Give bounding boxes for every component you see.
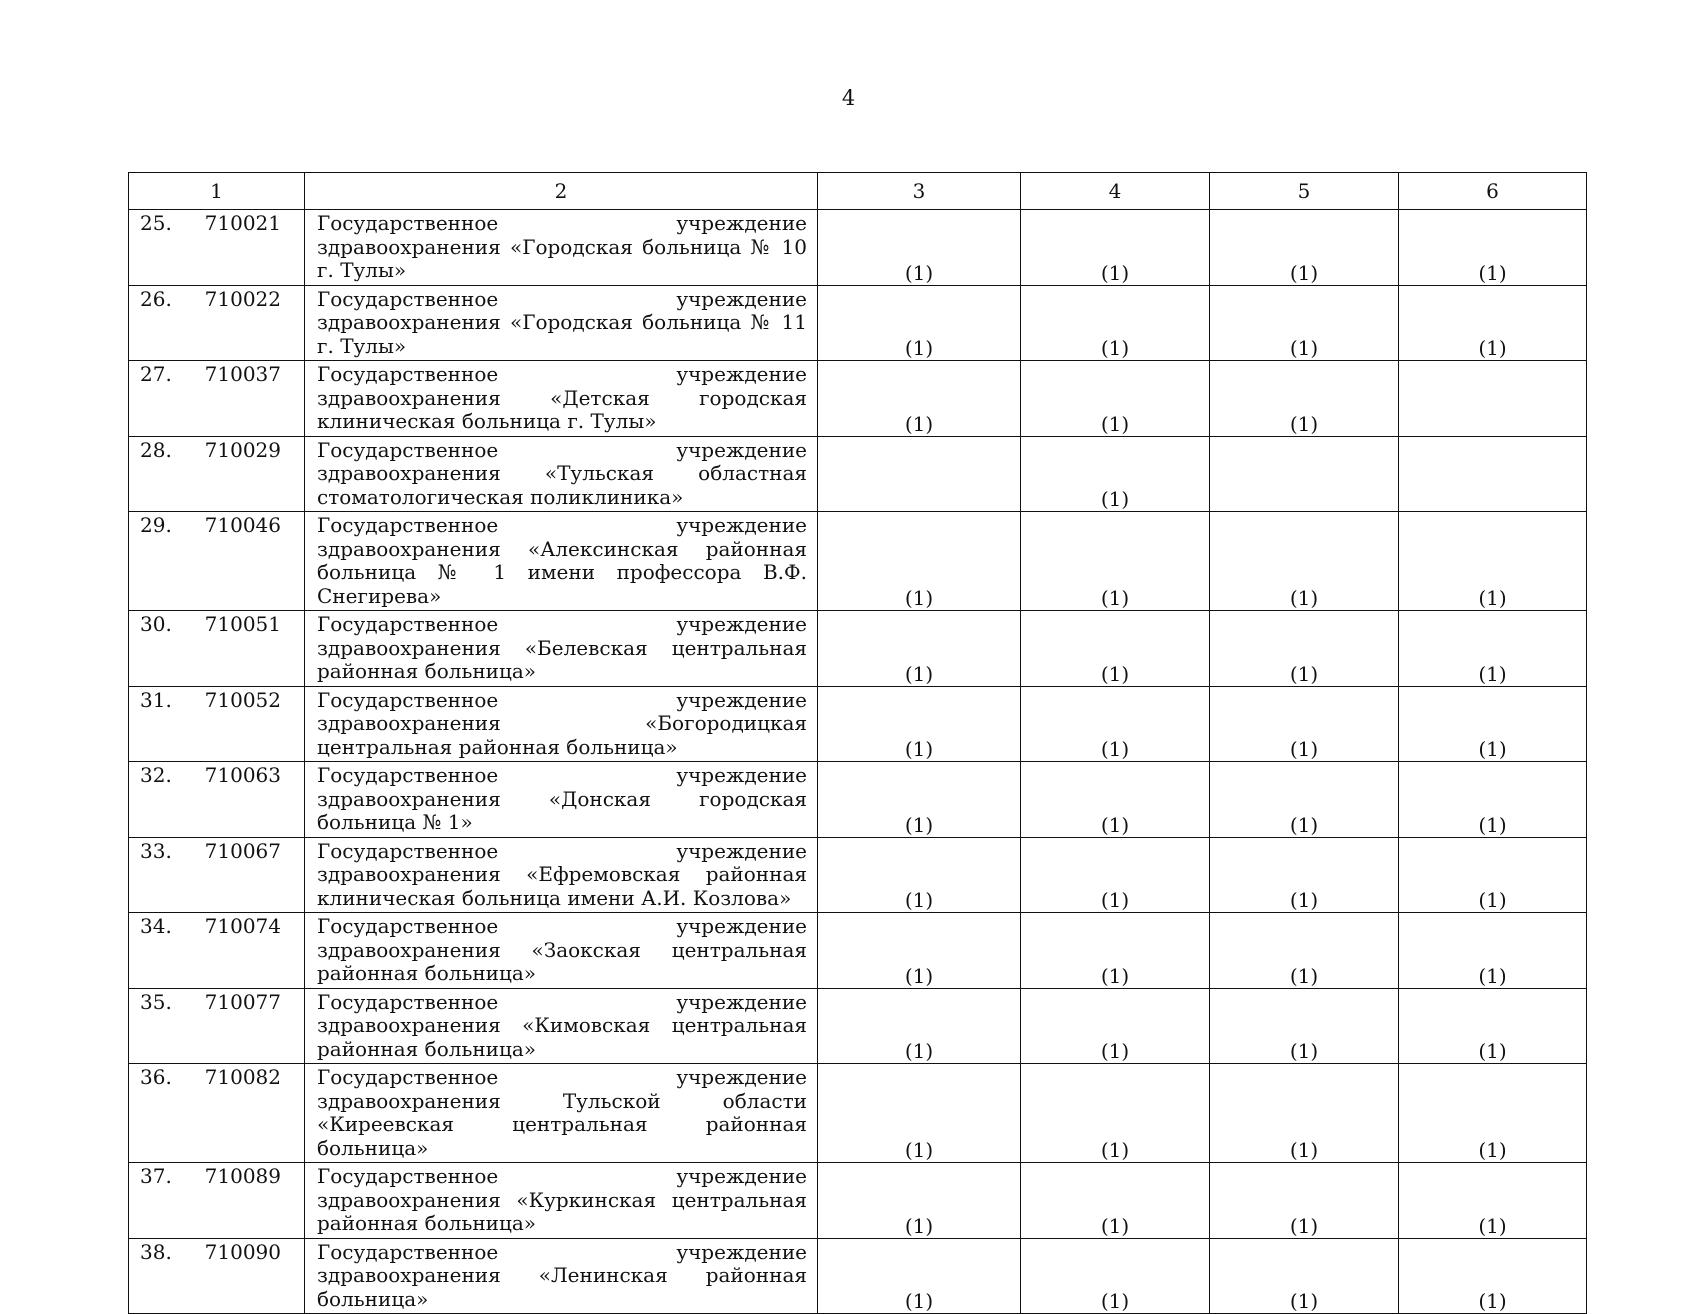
mark-cell-col-3	[818, 686, 1021, 762]
row-number-code-cell	[129, 762, 305, 838]
institution-code: 710063	[204, 763, 281, 787]
mark-value: (1)	[1100, 487, 1130, 511]
mark-cell-col-4	[1021, 913, 1210, 989]
mark-cell-col-3	[818, 512, 1021, 611]
table-row	[129, 913, 1587, 989]
mark-cell-col-3	[818, 762, 1021, 838]
mark-cell-col-4	[1021, 436, 1210, 512]
institution-name: Государственное учреждение здравоохранения «Городская больница № 10 г. Тулы»	[305, 210, 818, 286]
row-number: 25.	[140, 211, 172, 235]
table-row	[129, 988, 1587, 1064]
mark-value: (1)	[904, 260, 934, 285]
mark-cell-col-4	[1021, 210, 1210, 286]
mark-value: (1)	[1478, 812, 1507, 837]
column-header-2: 2	[305, 173, 818, 210]
institution-code: 710021	[204, 211, 281, 235]
mark-cell-col-5	[1210, 361, 1399, 437]
mark-value: (1)	[1100, 336, 1130, 360]
mark-cell-col-5	[1210, 686, 1399, 762]
mark-value: (1)	[1100, 411, 1130, 436]
row-number: 27.	[140, 362, 172, 386]
mark-value: (1)	[904, 963, 934, 988]
table-row	[129, 210, 1587, 286]
mark-cell-col-4	[1021, 361, 1210, 437]
mark-value: (1)	[1289, 1213, 1319, 1238]
mark-value: (1)	[1478, 260, 1507, 285]
mark-cell-col-3	[818, 913, 1021, 989]
mark-value: (1)	[1289, 586, 1319, 610]
institution-code: 710074	[204, 914, 281, 938]
mark-cell-col-5	[1210, 210, 1399, 286]
row-number: 34.	[140, 914, 172, 938]
mark-value: (1)	[904, 411, 934, 436]
column-header-1: 1	[129, 173, 305, 210]
column-header-4: 4	[1021, 173, 1210, 210]
table-row	[129, 686, 1587, 762]
mark-value: (1)	[904, 812, 934, 837]
mark-cell-col-5	[1210, 762, 1399, 838]
mark-value: (1)	[1478, 1039, 1507, 1063]
institution-code: 710090	[204, 1239, 281, 1264]
mark-cell-col-3	[818, 361, 1021, 437]
mark-cell-col-4	[1021, 611, 1210, 687]
row-number: 38.	[140, 1239, 172, 1264]
mark-cell-col-5	[1210, 1238, 1399, 1314]
mark-value: (1)	[1100, 1213, 1130, 1238]
institutions-table	[128, 172, 1587, 1314]
mark-cell-col-6	[1399, 210, 1587, 286]
mark-value: (1)	[904, 1039, 934, 1063]
mark-cell-col-6	[1399, 1238, 1587, 1314]
table-row	[129, 837, 1587, 913]
table-row	[129, 285, 1587, 361]
mark-value: (1)	[1289, 1039, 1319, 1063]
mark-cell-col-6	[1399, 686, 1587, 762]
column-number-header-row	[129, 173, 1587, 210]
mark-cell-col-4	[1021, 512, 1210, 611]
mark-cell-col-3	[818, 837, 1021, 913]
mark-cell-col-3	[818, 285, 1021, 361]
institution-name: Государственное учреждение здравоохранения «Кимовская центральная районная больница»	[305, 988, 818, 1064]
row-number-code-cell	[129, 512, 305, 611]
mark-cell-col-4	[1021, 1064, 1210, 1163]
mark-cell-col-4	[1021, 988, 1210, 1064]
institution-name: Государственное учреждение здравоохранения «Куркинская центральная районная больница»	[305, 1163, 818, 1239]
mark-cell-col-3	[818, 210, 1021, 286]
row-number: 36.	[140, 1065, 172, 1089]
mark-value: (1)	[1100, 661, 1130, 686]
institution-code: 710051	[204, 612, 281, 636]
mark-value: (1)	[904, 1138, 934, 1162]
institution-code: 710052	[204, 687, 281, 712]
mark-cell-col-5	[1210, 988, 1399, 1064]
row-number: 35.	[140, 989, 172, 1014]
mark-cell-col-3	[818, 436, 1021, 512]
mark-value: (1)	[1289, 963, 1319, 988]
row-number: 26.	[140, 286, 172, 311]
mark-cell-col-6	[1399, 988, 1587, 1064]
institution-name: Государственное учреждение здравоохранения «Богородицкая центральная районная больница»	[305, 686, 818, 762]
mark-value: (1)	[1478, 737, 1507, 761]
mark-value: (1)	[1289, 1138, 1319, 1162]
mark-cell-col-4	[1021, 686, 1210, 762]
mark-value: (1)	[1100, 888, 1130, 912]
mark-cell-col-5	[1210, 1163, 1399, 1239]
mark-cell-col-6	[1399, 512, 1587, 611]
table-row	[129, 1238, 1587, 1314]
institution-code: 710029	[204, 437, 281, 462]
mark-value: (1)	[1478, 888, 1507, 912]
row-number-code-cell	[129, 988, 305, 1064]
row-number: 37.	[140, 1164, 172, 1188]
institution-name: Государственное учреждение здравоохранения «Донская городская больница № 1»	[305, 762, 818, 838]
institution-code: 710022	[204, 286, 281, 311]
mark-cell-col-6	[1399, 1064, 1587, 1163]
mark-value: (1)	[1478, 1289, 1507, 1313]
mark-cell-col-3	[818, 1238, 1021, 1314]
mark-cell-col-5	[1210, 1064, 1399, 1163]
row-number-code-cell	[129, 1163, 305, 1239]
table-row	[129, 436, 1587, 512]
row-number: 28.	[140, 437, 172, 462]
institution-name: Государственное учреждение здравоохранения Тульской области «Киреевская центральная районная больница»	[305, 1064, 818, 1163]
row-number: 31.	[140, 687, 172, 712]
mark-cell-col-4	[1021, 1238, 1210, 1314]
mark-cell-col-3	[818, 1064, 1021, 1163]
institution-code: 710089	[204, 1164, 281, 1188]
institution-code: 710077	[204, 989, 281, 1014]
table-row	[129, 611, 1587, 687]
mark-value: (1)	[1100, 737, 1130, 761]
mark-cell-col-3	[818, 988, 1021, 1064]
institution-code: 710046	[204, 513, 281, 537]
row-number-code-cell	[129, 611, 305, 687]
mark-cell-col-3	[818, 611, 1021, 687]
institution-name: Государственное учреждение здравоохранения «Детская городская клиническая больница г. Тулы»	[305, 361, 818, 437]
mark-value: (1)	[904, 1289, 934, 1313]
mark-cell-col-4	[1021, 762, 1210, 838]
mark-value: (1)	[904, 586, 934, 610]
mark-value: (1)	[1100, 812, 1130, 837]
mark-value: (1)	[904, 737, 934, 761]
table-row	[129, 1163, 1587, 1239]
mark-value: (1)	[1289, 661, 1319, 686]
mark-value: (1)	[1289, 737, 1319, 761]
column-header-3: 3	[818, 173, 1021, 210]
institution-code: 710082	[204, 1065, 281, 1089]
mark-value: (1)	[1478, 586, 1507, 610]
mark-value: (1)	[1100, 1138, 1130, 1162]
mark-value: (1)	[1289, 1289, 1319, 1313]
institution-name: Государственное учреждение здравоохранения «Заокская центральная районная больница»	[305, 913, 818, 989]
mark-cell-col-6	[1399, 611, 1587, 687]
mark-cell-col-5	[1210, 837, 1399, 913]
row-number-code-cell	[129, 686, 305, 762]
mark-value: (1)	[1100, 260, 1130, 285]
row-number-code-cell	[129, 436, 305, 512]
mark-cell-col-4	[1021, 1163, 1210, 1239]
mark-cell-col-6	[1399, 436, 1587, 512]
row-number: 32.	[140, 763, 172, 787]
mark-value: (1)	[1100, 1289, 1130, 1313]
mark-value: (1)	[1100, 1039, 1130, 1063]
mark-cell-col-5	[1210, 512, 1399, 611]
row-number-code-cell	[129, 1238, 305, 1314]
mark-cell-col-5	[1210, 436, 1399, 512]
mark-value: (1)	[1478, 1138, 1507, 1162]
mark-cell-col-6	[1399, 837, 1587, 913]
mark-value: (1)	[1478, 963, 1507, 988]
mark-cell-col-5	[1210, 285, 1399, 361]
page-number: 4	[841, 86, 856, 110]
mark-value: (1)	[1478, 1213, 1507, 1238]
institution-code: 710037	[204, 362, 281, 386]
institution-name: Государственное учреждение здравоохранения «Городская больница № 11 г. Тулы»	[305, 285, 818, 361]
table-row	[129, 1064, 1587, 1163]
institution-name: Государственное учреждение здравоохранения «Тульская областная стоматологическая поликлиника»	[305, 436, 818, 512]
row-number-code-cell	[129, 837, 305, 913]
row-number: 30.	[140, 612, 172, 636]
mark-cell-col-5	[1210, 611, 1399, 687]
mark-cell-col-3	[818, 1163, 1021, 1239]
mark-value: (1)	[1100, 586, 1130, 610]
row-number: 33.	[140, 838, 172, 863]
mark-cell-col-6	[1399, 762, 1587, 838]
mark-cell-col-6	[1399, 285, 1587, 361]
mark-cell-col-4	[1021, 285, 1210, 361]
column-header-5: 5	[1210, 173, 1399, 210]
mark-value: (1)	[1289, 336, 1319, 360]
mark-value: (1)	[904, 661, 934, 686]
table-row	[129, 762, 1587, 838]
institution-name: Государственное учреждение здравоохранения «Белевская центральная районная больница»	[305, 611, 818, 687]
mark-cell-col-4	[1021, 837, 1210, 913]
mark-cell-col-6	[1399, 1163, 1587, 1239]
row-number-code-cell	[129, 1064, 305, 1163]
mark-value: (1)	[1478, 336, 1507, 360]
mark-value: (1)	[904, 336, 934, 360]
institution-name: Государственное учреждение здравоохранения «Алексинская районная больница № 1 имени профессора В.Ф. Снегирева»	[305, 512, 818, 611]
mark-cell-col-6	[1399, 361, 1587, 437]
table-body	[129, 173, 1587, 1314]
row-number: 29.	[140, 513, 172, 537]
mark-value: (1)	[904, 888, 934, 912]
mark-cell-col-5	[1210, 913, 1399, 989]
institution-name: Государственное учреждение здравоохранения «Ефремовская районная клиническая больница имени А.И. Козлова»	[305, 837, 818, 913]
column-header-6: 6	[1399, 173, 1587, 210]
mark-value: (1)	[1289, 812, 1319, 837]
table-row	[129, 361, 1587, 437]
institution-code: 710067	[204, 838, 281, 863]
table-row	[129, 512, 1587, 611]
mark-value: (1)	[1289, 411, 1319, 436]
institution-name: Государственное учреждение здравоохранения «Ленинская районная больница»	[305, 1238, 818, 1314]
mark-value: (1)	[1478, 661, 1507, 686]
row-number-code-cell	[129, 285, 305, 361]
row-number-code-cell	[129, 361, 305, 437]
mark-value: (1)	[1289, 888, 1319, 912]
mark-cell-col-6	[1399, 913, 1587, 989]
mark-value: (1)	[1289, 260, 1319, 285]
mark-value: (1)	[1100, 963, 1130, 988]
row-number-code-cell	[129, 913, 305, 989]
mark-value: (1)	[904, 1213, 934, 1238]
row-number-code-cell	[129, 210, 305, 286]
